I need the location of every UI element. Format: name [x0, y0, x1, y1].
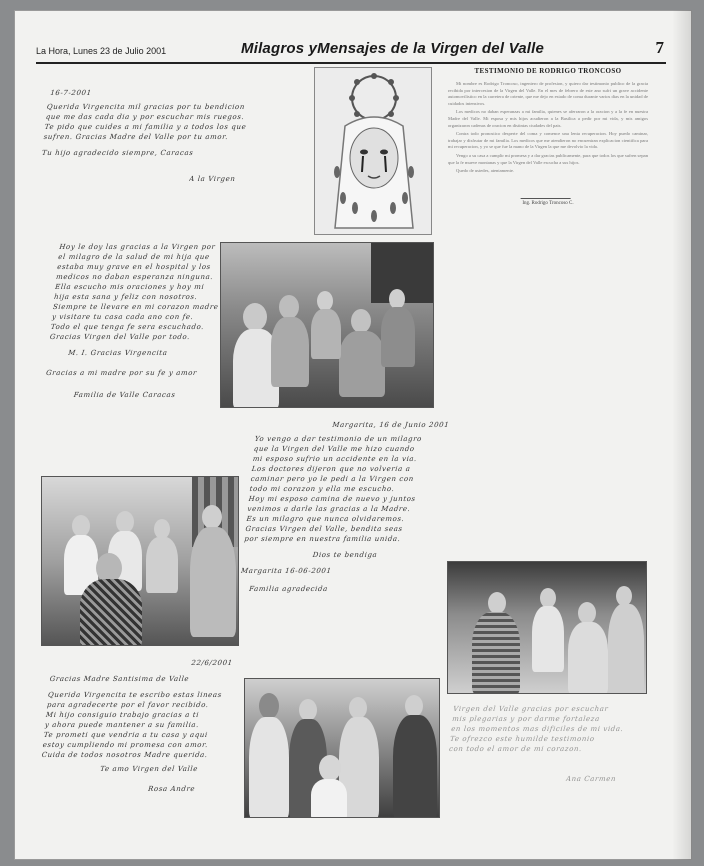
letter-line: con todo el amor de mi corazon.: [448, 745, 583, 753]
letter-line: medicos no daban esperanza ninguna.: [55, 273, 214, 281]
letter-line: Gracias Virgen del Valle por todo.: [49, 333, 191, 341]
page-number: 7: [655, 38, 664, 57]
meeting-photo: [220, 242, 434, 408]
letter-line: para agradecerte por el favor recibido.: [46, 701, 210, 709]
letter-bottom-right: [442, 704, 654, 814]
testimonio-paragraph: Los medicos no daban esperanzas a mi familia, quienes se aferraron a la oracion y a la fe en nuestra Madre del Valle. Mi esposa y mis hijos acudieron a la Basilica a pedir por mi vida, y mis amigos organizaron cadenas de oracion en distintas ciudades del pais.: [448, 109, 648, 128]
letter-line: Te pido que cuides a mi familia y a todos los que: [44, 123, 247, 131]
testimonio-paragraph: Quedo de ustedes, atentamente.: [456, 168, 515, 174]
letter-line: mis plegarias y por darme fortaleza: [451, 715, 601, 723]
letter-line: mi esposo sufrio un accidente en la via.: [252, 455, 418, 463]
testimonio-signature: Ing. Rodrigo Troncoso C.: [522, 200, 574, 206]
letter-line: en los momentos mas dificiles de mi vida.: [450, 725, 624, 733]
letter-line: Todo el que tenga fe sera escuchado.: [50, 323, 205, 331]
virgin-statue-photo: [314, 67, 432, 235]
letter-postscript: Gracias a mi madre por su fe y amor: [45, 369, 198, 377]
letter-line: hija esta sana y feliz con nosotros.: [53, 293, 198, 301]
letter-signature: Familia de Valle Caracas: [73, 391, 176, 399]
group-photo-right: [447, 561, 647, 694]
letter-line: que la Virgen del Valle me hizo cuando: [253, 445, 416, 453]
letter-line: por siempre en nuestra familia unida.: [243, 535, 401, 543]
letter-line: y visitare tu casa cada ano con fe.: [51, 313, 194, 321]
letter-line: Es un milagro que nunca olvidaremos.: [246, 515, 405, 523]
testimonio-title: TESTIMONIO DE RODRIGO TRONCOSO: [474, 67, 622, 75]
letter-line: y ahora puede mantener a su familia.: [44, 721, 200, 729]
letter-bottom-left: [36, 658, 248, 808]
letter-date: 22/6/2001: [190, 659, 234, 667]
letter-signature: Ana Carmen: [565, 775, 617, 783]
letter-line: estaba muy grave en el hospital y los: [56, 263, 212, 271]
masthead-date: La Hora, Lunes 23 de Julio 2001: [36, 46, 167, 56]
letter-line: caminar pero yo le pedi a la Virgen con: [250, 475, 415, 483]
letter-note: A la Virgen: [188, 175, 236, 183]
letter-closing: Dios te bendiga: [312, 551, 378, 559]
letter-center: [231, 420, 457, 665]
letter-line: Hoy le doy las gracias a la Virgen por: [58, 243, 216, 251]
letter-signature: Rosa Andre: [147, 785, 196, 793]
testimonio-signature-mark: [520, 185, 575, 199]
letter-line: Tu hijo agradecido siempre, Caracas: [41, 149, 194, 157]
letter-line: Querida Virgencita mil gracias por tu bendicion: [46, 103, 246, 111]
statue-illustration: [315, 68, 432, 235]
letter-line: Gracias Virgen del Valle, bendita seas: [244, 525, 404, 533]
letter-line: Siempre te llevare en mi corazon madre: [52, 303, 219, 311]
letter-line: Hoy mi esposo camina de nuevo y juntos: [248, 495, 417, 503]
letter-line: venimos a darle las gracias a la Madre.: [247, 505, 411, 513]
letter-signature: Familia agradecida: [248, 585, 329, 593]
letter-line: que me das cada dia y por escuchar mis ruegos.: [45, 113, 245, 121]
letter-line: Te ofrezco este humilde testimonio: [449, 735, 596, 743]
letter-line: Mi hijo consiguio trabajo gracias a ti: [45, 711, 200, 719]
letter-closing: Te amo Virgen del Valle: [99, 765, 199, 773]
letter-line: Virgen del Valle gracias por escuchar: [452, 705, 609, 713]
letter-date: Margarita 16-06-2001: [240, 567, 332, 575]
newspaper-page: [14, 10, 692, 860]
testimonio-paragraph: Mi nombre es Rodrigo Troncoso, ingeniero de profesion, y quiero dar testimonio publico de la gracia recibida por intercesion de la Virgen del Valle. En el mes de febrero de este ano sufri un grave accidente automovilistico en la carretera de oriente, que me dejo en estado de coma durante varios dias en la unidad de cuidados intensivos.: [448, 81, 648, 106]
testimonio-paragraph: Contra todo pronostico desperte del coma y comence una lenta recuperacion. Hoy puedo caminar, trabajar y disfrutar de mi familia. Los medicos que me atendieron no encuentran explicacion cientifica para mi recuperacion, y yo se que fue la mano de la Virgen la que me devolvio la vida.: [448, 131, 648, 150]
masthead: [36, 38, 666, 64]
letter-line: Yo vengo a dar testimonio de un milagro: [254, 435, 423, 443]
letter-line: Ella escucho mis oraciones y hoy mi: [54, 283, 205, 291]
visitors-photo-bottom: [244, 678, 440, 818]
letter-line: Cuida de todos nosotros Madre querida.: [41, 751, 209, 759]
letter-mid-left: [36, 242, 240, 467]
letter-closing: M. I. Gracias Virgencita: [67, 349, 168, 357]
family-photo-left: [41, 476, 239, 646]
letter-line: estoy cumpliendo mi promesa con amor.: [42, 741, 209, 749]
masthead-title: Milagros yMensajes de la Virgen del Valle: [241, 40, 545, 57]
letter-line: Te prometi que vendria a tu casa y aqui: [43, 731, 209, 739]
testimonio-article: [448, 67, 648, 557]
letter-heading: Margarita, 16 de Junio 2001: [331, 421, 450, 429]
testimonio-paragraph: Vengo a su casa a cumplir mi promesa y a dar gracias publicamente, para que todos los que sufren sepan que la fe mueve montanas y que la Virgen del Valle escucha a sus hijos.: [448, 152, 648, 165]
letter-line: 16-7-2001: [49, 89, 93, 97]
letter-heading: Gracias Madre Santisima de Valle: [49, 675, 190, 683]
letter-line: el milagro de la salud de mi hija que: [57, 253, 211, 261]
letter-line: sufren. Gracias Madre del Valle por tu amor.: [43, 133, 229, 141]
letter-line: Los doctores dijeron que no volveria a: [251, 465, 411, 473]
letter-top-left: [35, 88, 321, 218]
page-fold-shadow: [672, 10, 692, 860]
letter-line: Querida Virgencita te escribo estas lineas: [47, 691, 223, 699]
testimonio-body: [448, 81, 648, 175]
letter-line: todo mi corazon y ella me escucho.: [249, 485, 395, 493]
